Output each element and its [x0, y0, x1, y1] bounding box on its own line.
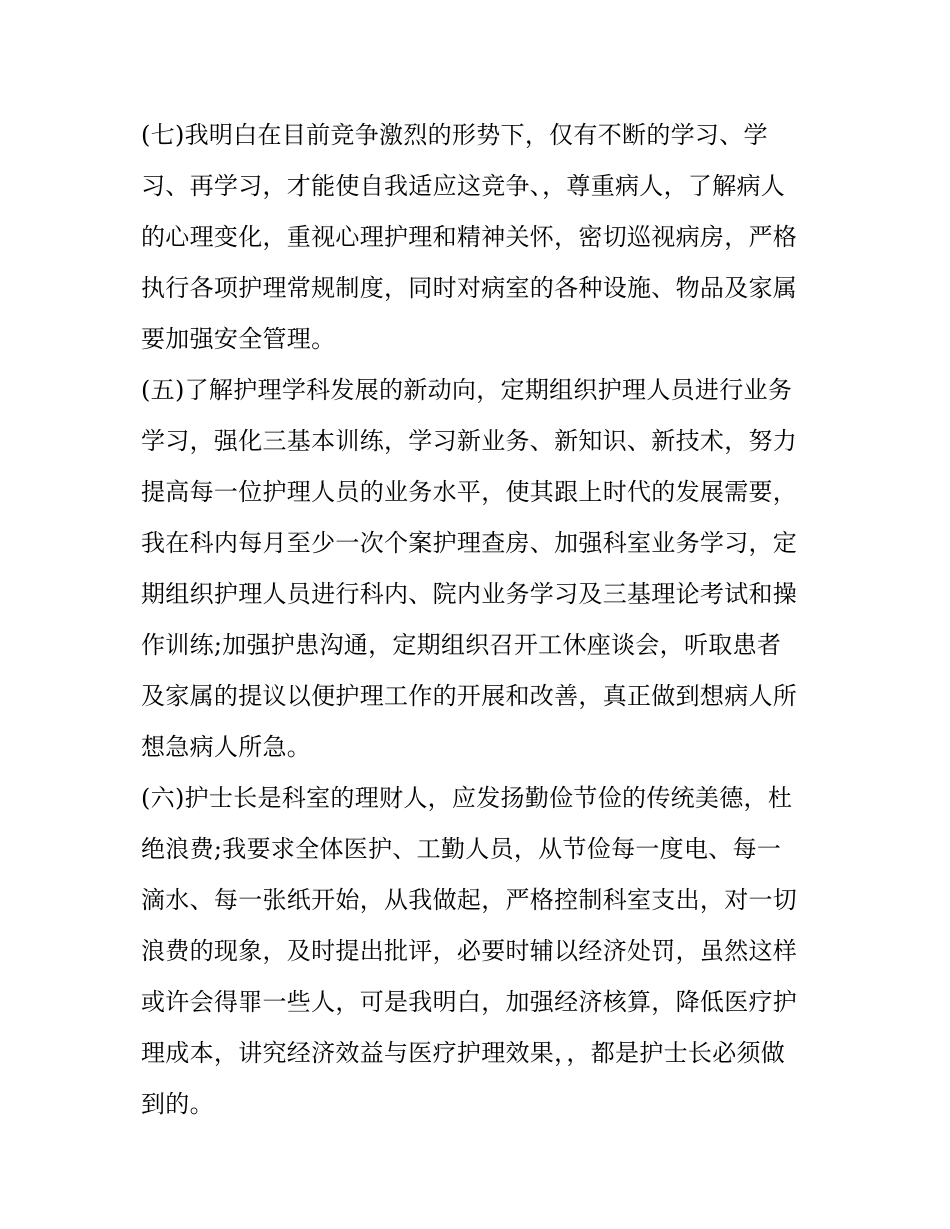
text-line: 学习，强化三基本训练，学习新业务、新知识、新技术，努力 [141, 427, 798, 455]
text-line: 作训练;加强护患沟通，定期组织召开工休座谈会，听取患者 [141, 631, 782, 659]
text-line: 的心理变化，重视心理护理和精神关怀，密切巡视病房，严格 [141, 223, 798, 251]
text-line: (七)我明白在目前竞争激烈的形势下，仅有不断的学习、学 [141, 121, 768, 149]
document-body [141, 110, 821, 1130]
text-line: 提高每一位护理人员的业务水平，使其跟上时代的发展需要， [141, 478, 798, 506]
text-line: 我在科内每月至少一次个案护理查房、加强科室业务学习，定 [141, 529, 798, 557]
text-line: 滴水、每一张纸开始，从我做起，严格控制科室支出，对一切 [141, 886, 798, 914]
text-line: 或许会得罪一些人，可是我明白，加强经济核算，降低医疗护 [141, 988, 798, 1016]
text-line: 执行各项护理常规制度，同时对病室的各种设施、物品及家属 [141, 274, 798, 302]
paragraph-five [141, 365, 821, 773]
text-line: (六)护士长是科室的理财人，应发扬勤俭节俭的传统美德，杜 [141, 784, 793, 812]
text-line: 到的。 [141, 1090, 214, 1118]
text-line: 要加强安全管理。 [141, 325, 336, 353]
text-line: 想急病人所急。 [141, 733, 312, 761]
text-line: 绝浪费;我要求全体医护、工勤人员，从节俭每一度电、每一 [141, 835, 782, 863]
paragraph-six [141, 773, 821, 1130]
text-line: 理成本，讲究经济效益与医疗护理效果，，都是护士长必须做 [141, 1039, 786, 1067]
text-line: 习、再学习，才能使自我适应这竞争、，尊重病人，了解病人 [141, 172, 786, 200]
paragraph-seven [141, 110, 821, 365]
text-line: 浪费的现象，及时提出批评，必要时辅以经济处罚，虽然这样 [141, 937, 798, 965]
text-line: 及家属的提议以便护理工作的开展和改善，真正做到想病人所 [141, 682, 798, 710]
text-line: (五)了解护理学科发展的新动向，定期组织护理人员进行业务 [141, 376, 793, 404]
text-line: 期组织护理人员进行科内、院内业务学习及三基理论考试和操 [141, 580, 798, 608]
